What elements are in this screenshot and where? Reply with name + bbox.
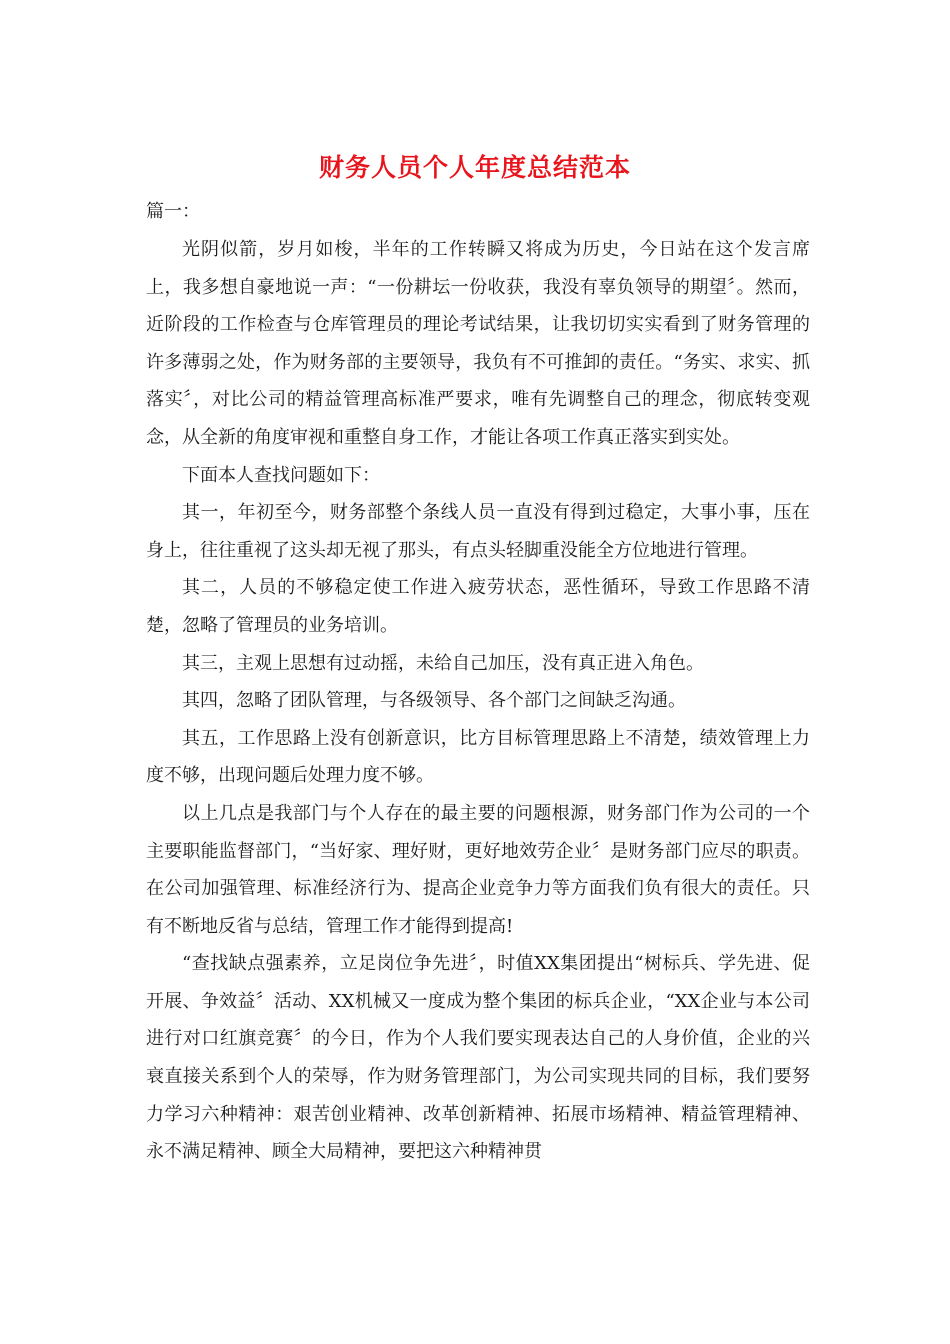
section-label: 篇一： [146, 201, 200, 222]
document-body [146, 231, 810, 1171]
paragraph-problem-2: 其二，人员的不够稳定使工作进入疲劳状态，恶性循环，导致工作思路不清楚，忽略了管理员的业务培训。 [146, 577, 810, 636]
paragraph-problem-4: 其四，忽略了团队管理，与各级领导、各个部门之间缺乏沟通。 [182, 690, 686, 712]
paragraph-problem-3: 其三，主观上思想有过动摇，未给自己加压，没有真正进入角色。 [182, 652, 704, 674]
paragraph-problem-1: 其一，年初至今，财务部整个条线人员一直没有得到过稳定，大事小事，压在身上，往往重视了这头却无视了那头，有点头轻脚重没能全方位地进行管理。 [146, 502, 810, 561]
paragraph-summary: 以上几点是我部门与个人存在的最主要的问题根源，财务部门作为公司的一个主要职能监督部门，“当好家、理好财，更好地效劳企业〞是财务部门应尽的职责。在公司加强管理、标准经济行为、提高企业竞争力等方面我们负有很大的责任。只有不断地反省与总结，管理工作才能得到提高! [146, 802, 810, 937]
paragraph-problem-5: 其五，工作思路上没有创新意识，比方目标管理思路上不清楚，绩效管理上力度不够，出现问题后处理力度不够。 [146, 727, 810, 787]
document-title: 财务人员个人年度总结范本 [318, 153, 631, 182]
paragraph-problems-heading: 下面本人查找问题如下： [182, 464, 380, 486]
paragraph-six-spirits: “查找缺点强素养，立足岗位争先进〞，时值XX集团提出“树标兵、学先进、促开展、争效益〞活动、XX机械又一度成为整个集团的标兵企业，“XX企业与本公司进行对口红旗竞赛〞的今日，作为个人我们要实现表达自己的人身价值，企业的兴衰直接关系到个人的荣辱，作为财务管理部门，为公司实现共同的目标，我们要努力学习六种精神：艰苦创业精神、改革创新精神、拓展市场精神、精益管理精神、永不满足精神、顾全大局精神，要把这六种精神贯 [146, 953, 810, 1163]
paragraph-intro: 光阴似箭，岁月如梭，半年的工作转瞬又将成为历史，今日站在这个发言席上，我多想自豪地说一声：“一份耕坛一份收获，我没有辜负领导的期望〞。然而，近阶段的工作检查与仓库管理员的理论考试结果，让我切切实实看到了财务管理的许多薄弱之处，作为财务部的主要领导，我负有不可推卸的责任。“务实、求实、抓落实〞，对比公司的精益管理高标准严要求，唯有先调整自己的理念，彻底转变观念，从全新的角度审视和重整自身工作，才能让各项工作真正落实到实处。 [146, 239, 810, 448]
